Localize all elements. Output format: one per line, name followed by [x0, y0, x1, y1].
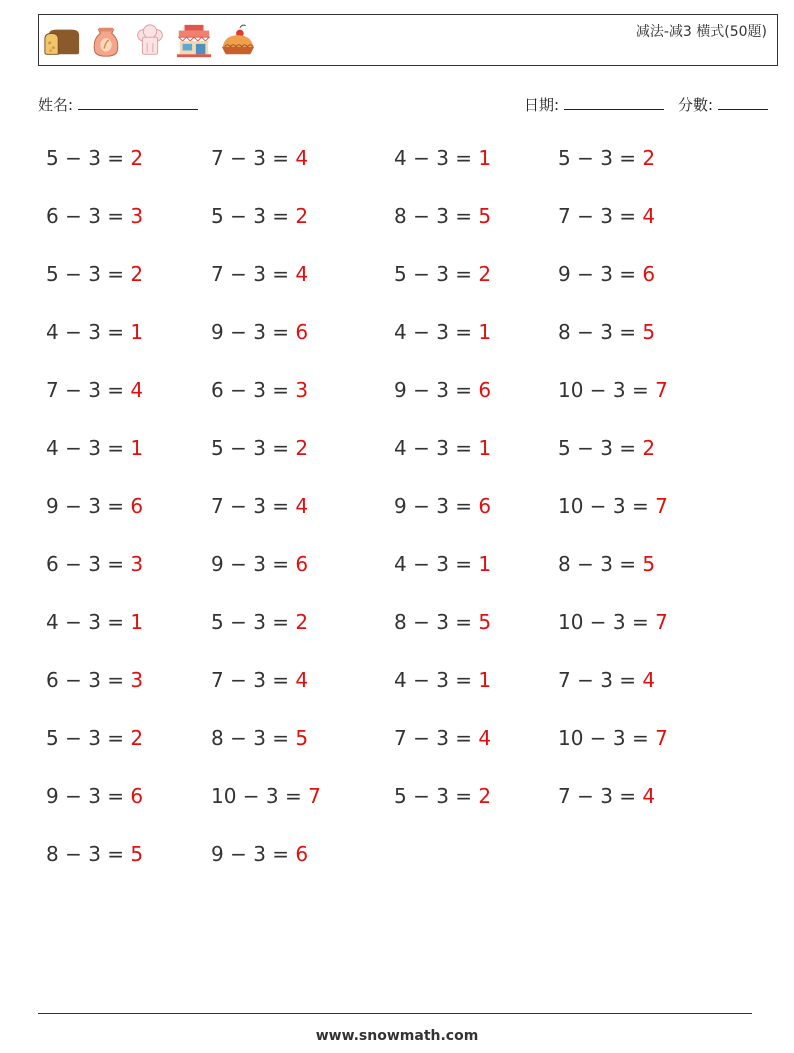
problem-answer: 1 — [478, 146, 492, 170]
problem-item — [46, 378, 143, 402]
problem-item — [46, 552, 143, 576]
problem-answer: 7 — [655, 494, 668, 518]
problem-item — [558, 436, 655, 460]
problem-item — [394, 726, 491, 750]
problem-answer: 4 — [642, 784, 656, 808]
problem-question: 7 − 3 = — [211, 494, 296, 518]
problem-question: 7 − 3 = — [558, 784, 643, 808]
problem-answer: 1 — [478, 552, 492, 576]
date-field — [524, 94, 664, 115]
problem-question: 7 − 3 = — [211, 146, 296, 170]
problem-item — [211, 552, 308, 576]
problem-item — [211, 494, 308, 518]
problem-question: 9 − 3 = — [46, 494, 131, 518]
problem-question: 4 − 3 = — [46, 436, 131, 460]
problem-item — [46, 726, 143, 750]
problem-question: 10 − 3 = — [558, 610, 656, 634]
problem-answer: 1 — [478, 668, 492, 692]
problem-answer: 6 — [478, 378, 492, 402]
problem-answer: 3 — [130, 552, 144, 576]
problem-item — [394, 784, 491, 808]
problem-item — [558, 378, 668, 402]
problem-answer: 1 — [478, 320, 492, 344]
problem-question: 9 − 3 = — [46, 784, 131, 808]
chef-hat-icon — [131, 22, 169, 60]
problem-question: 10 − 3 = — [211, 784, 309, 808]
problem-question: 9 − 3 = — [211, 842, 296, 866]
problem-question: 4 − 3 = — [46, 320, 131, 344]
problem-question: 8 − 3 = — [558, 552, 643, 576]
problem-item — [558, 146, 655, 170]
footer-url: www.snowmath.com — [315, 1028, 479, 1044]
problem-item — [46, 146, 143, 170]
name-field — [38, 94, 198, 115]
problem-answer: 6 — [642, 262, 656, 286]
problem-question: 10 − 3 = — [558, 378, 656, 402]
problem-question: 7 − 3 = — [394, 726, 479, 750]
problem-item — [211, 378, 308, 402]
bakery-shop-icon — [175, 22, 213, 60]
problem-question: 4 − 3 = — [46, 610, 131, 634]
problem-answer: 6 — [295, 320, 309, 344]
problem-question: 7 − 3 = — [558, 668, 643, 692]
problem-answer: 4 — [295, 668, 309, 692]
problem-item — [394, 494, 491, 518]
problem-question: 8 − 3 = — [394, 204, 479, 228]
problem-answer: 5 — [130, 842, 144, 866]
problem-answer: 5 — [478, 610, 492, 634]
problem-question: 4 − 3 = — [394, 436, 479, 460]
problem-item — [558, 552, 655, 576]
problem-answer: 2 — [642, 146, 656, 170]
problem-item — [394, 552, 491, 576]
problem-question: 8 − 3 = — [46, 842, 131, 866]
problem-answer: 6 — [295, 552, 309, 576]
problem-item — [211, 204, 308, 228]
problem-item — [46, 842, 143, 866]
problem-item — [558, 494, 668, 518]
problem-question: 4 − 3 = — [394, 552, 479, 576]
score-line — [718, 95, 768, 110]
problem-item — [558, 262, 655, 286]
problem-answer: 6 — [478, 494, 492, 518]
worksheet-title: 减法-减3 横式(50題) — [635, 24, 767, 40]
problem-answer: 7 — [308, 784, 321, 808]
header-icons — [43, 20, 257, 62]
problem-answer: 4 — [478, 726, 492, 750]
problem-answer: 7 — [655, 726, 668, 750]
worksheet-header — [38, 14, 778, 66]
problem-question: 5 − 3 = — [46, 146, 131, 170]
problem-answer: 3 — [130, 668, 144, 692]
problem-item — [46, 668, 143, 692]
problem-answer: 4 — [130, 378, 144, 402]
problem-question: 5 − 3 = — [211, 436, 296, 460]
problem-answer: 6 — [295, 842, 309, 866]
problem-item — [558, 668, 655, 692]
problem-question: 8 − 3 = — [394, 610, 479, 634]
problem-item — [211, 726, 308, 750]
flour-sack-icon — [87, 22, 125, 60]
problem-item — [394, 204, 491, 228]
problem-answer: 5 — [295, 726, 309, 750]
problem-question: 8 − 3 = — [558, 320, 643, 344]
problem-question: 9 − 3 = — [394, 494, 479, 518]
problem-item — [558, 320, 655, 344]
problem-item — [46, 320, 143, 344]
problem-item — [211, 146, 308, 170]
name-line — [78, 95, 198, 110]
problem-question: 7 − 3 = — [558, 204, 643, 228]
problem-question: 7 − 3 = — [46, 378, 131, 402]
problem-question: 4 − 3 = — [394, 146, 479, 170]
footer-divider — [38, 1013, 752, 1014]
problem-answer: 1 — [478, 436, 492, 460]
problem-item — [211, 320, 308, 344]
problem-answer: 2 — [295, 610, 309, 634]
problem-item — [394, 610, 491, 634]
problem-question: 5 − 3 = — [46, 726, 131, 750]
problem-answer: 3 — [295, 378, 309, 402]
problem-question: 4 − 3 = — [394, 668, 479, 692]
problem-item — [211, 610, 308, 634]
problem-question: 9 − 3 = — [558, 262, 643, 286]
problem-item — [211, 262, 308, 286]
problem-answer: 2 — [295, 436, 309, 460]
problem-question: 5 − 3 = — [211, 610, 296, 634]
problem-item — [46, 436, 143, 460]
problem-answer: 1 — [130, 436, 144, 460]
problem-question: 9 − 3 = — [394, 378, 479, 402]
problem-question: 6 − 3 = — [46, 668, 131, 692]
problem-answer: 7 — [655, 610, 668, 634]
problem-question: 7 − 3 = — [211, 668, 296, 692]
problem-answer: 5 — [642, 320, 656, 344]
problem-question: 6 − 3 = — [211, 378, 296, 402]
problem-item — [394, 378, 491, 402]
bread-icon — [43, 22, 81, 60]
problem-answer: 2 — [478, 784, 492, 808]
problem-question: 5 − 3 = — [558, 146, 643, 170]
problem-item — [558, 726, 668, 750]
problem-item — [394, 262, 491, 286]
problem-question: 5 − 3 = — [394, 784, 479, 808]
problem-answer: 2 — [130, 726, 144, 750]
problem-item — [558, 204, 655, 228]
problem-item — [394, 146, 491, 170]
problem-answer: 2 — [478, 262, 492, 286]
problem-item — [558, 610, 668, 634]
problem-item — [211, 784, 321, 808]
problem-answer: 1 — [130, 610, 144, 634]
problem-answer: 4 — [642, 204, 656, 228]
problem-answer: 2 — [130, 262, 144, 286]
problem-item — [46, 784, 143, 808]
problem-item — [46, 494, 143, 518]
problem-answer: 2 — [295, 204, 309, 228]
problem-answer: 4 — [295, 146, 309, 170]
problem-question: 5 − 3 = — [46, 262, 131, 286]
cherry-pie-icon — [219, 22, 257, 60]
date-line — [564, 95, 664, 110]
problem-answer: 7 — [655, 378, 668, 402]
problem-question: 8 − 3 = — [211, 726, 296, 750]
problem-answer: 3 — [130, 204, 144, 228]
problem-question: 10 − 3 = — [558, 494, 656, 518]
problem-answer: 1 — [130, 320, 144, 344]
date-label: 日期: — [524, 96, 560, 114]
problem-item — [558, 784, 655, 808]
problem-item — [394, 668, 491, 692]
score-field — [678, 94, 768, 115]
problem-item — [46, 204, 143, 228]
score-label: 分數: — [678, 96, 714, 114]
problem-answer: 6 — [130, 784, 144, 808]
problem-item — [211, 842, 308, 866]
problem-answer: 4 — [295, 262, 309, 286]
problem-item — [394, 320, 491, 344]
problem-question: 5 − 3 = — [394, 262, 479, 286]
problem-item — [46, 610, 143, 634]
problem-answer: 4 — [295, 494, 309, 518]
problem-question: 5 − 3 = — [211, 204, 296, 228]
problem-answer: 5 — [478, 204, 492, 228]
name-label: 姓名: — [38, 96, 74, 114]
problem-question: 9 − 3 = — [211, 552, 296, 576]
problem-answer: 4 — [642, 668, 656, 692]
problem-answer: 6 — [130, 494, 144, 518]
problem-question: 6 − 3 = — [46, 204, 131, 228]
problem-question: 6 − 3 = — [46, 552, 131, 576]
problem-item — [394, 436, 491, 460]
problem-item — [211, 668, 308, 692]
problem-item — [211, 436, 308, 460]
problem-answer: 2 — [642, 436, 656, 460]
problem-answer: 2 — [130, 146, 144, 170]
problem-question: 7 − 3 = — [211, 262, 296, 286]
problem-answer: 5 — [642, 552, 656, 576]
problem-question: 9 − 3 = — [211, 320, 296, 344]
problem-question: 4 − 3 = — [394, 320, 479, 344]
problem-question: 10 − 3 = — [558, 726, 656, 750]
problem-question: 5 − 3 = — [558, 436, 643, 460]
problem-item — [46, 262, 143, 286]
